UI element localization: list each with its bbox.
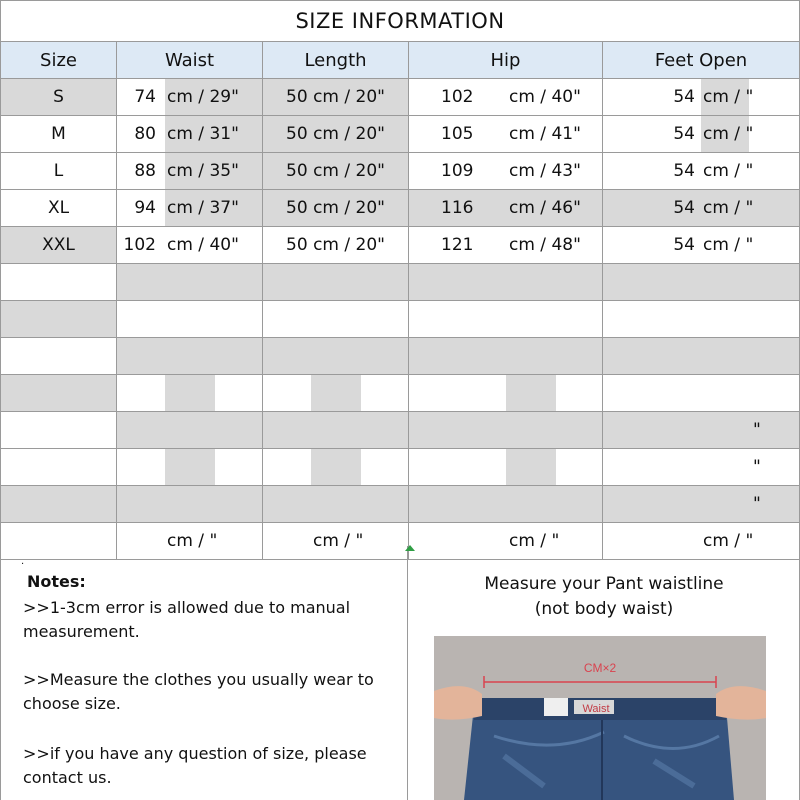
jeans-photo xyxy=(434,636,766,800)
corner-mark xyxy=(405,545,415,551)
header-size-label: Size xyxy=(40,49,77,71)
measure-title: Measure your Pant waistline xyxy=(484,574,724,594)
empty-cell xyxy=(262,412,408,448)
right-hand xyxy=(716,686,766,719)
waist-unit: cm / 35" xyxy=(167,161,239,181)
table-row xyxy=(0,79,800,116)
table-row xyxy=(0,227,800,264)
table-row-empty xyxy=(0,375,800,412)
empty-cell xyxy=(0,375,116,411)
hip-cell xyxy=(408,79,602,115)
hip-value: 105 xyxy=(441,124,474,144)
waist-value: 102 xyxy=(123,235,156,255)
length-cell xyxy=(262,190,408,226)
empty-cell xyxy=(116,375,262,411)
waist-unit: cm / 37" xyxy=(167,198,239,218)
cell-shade xyxy=(311,449,361,485)
notes-title: Notes: xyxy=(27,572,86,591)
feet-value: 54 xyxy=(673,198,695,218)
empty-cell xyxy=(408,375,602,411)
hip-value: 102 xyxy=(441,87,474,107)
feet-unit: cm / " xyxy=(703,161,754,181)
cell-shade xyxy=(165,375,215,411)
feet-mark: " xyxy=(753,457,761,477)
empty-cell xyxy=(408,486,602,522)
waist-unit: cm / 31" xyxy=(167,124,239,144)
feet-cell xyxy=(602,153,800,189)
empty-cell xyxy=(116,412,262,448)
waist-value: 80 xyxy=(134,124,156,144)
feet-cell xyxy=(602,227,800,263)
hip-value: 121 xyxy=(441,235,474,255)
hip-unit: cm / 41" xyxy=(509,124,581,144)
empty-cell xyxy=(602,301,800,337)
header-hip xyxy=(408,42,602,78)
header-hip-label: Hip xyxy=(490,49,521,71)
page-title: SIZE INFORMATION xyxy=(0,0,800,42)
length-cell xyxy=(262,116,408,152)
waist-cell xyxy=(116,116,262,152)
header-size xyxy=(0,42,116,78)
feet-unit: cm / " xyxy=(703,198,754,218)
empty-cell xyxy=(408,338,602,374)
feet-cell xyxy=(602,190,800,226)
table-row-empty xyxy=(0,338,800,375)
table-row-empty xyxy=(0,264,800,301)
size-cell xyxy=(0,79,116,115)
header-waist-label: Waist xyxy=(164,49,215,71)
unit-label: cm / " xyxy=(509,531,560,551)
feet-mark: " xyxy=(753,494,761,514)
hip-unit: cm / 48" xyxy=(509,235,581,255)
header-feet-open xyxy=(602,42,800,78)
size-label: XL xyxy=(47,198,70,218)
empty-cell xyxy=(408,412,602,448)
feet-cell xyxy=(602,116,800,152)
size-cell xyxy=(0,153,116,189)
feet-mark-cell xyxy=(602,412,800,448)
waist-value: 88 xyxy=(134,161,156,181)
header-waist xyxy=(116,42,262,78)
hip-cell xyxy=(408,227,602,263)
length-value: 50 cm / 20" xyxy=(286,87,385,107)
waist-cell xyxy=(116,227,262,263)
cell-shade xyxy=(311,375,361,411)
feet-mark-cell xyxy=(602,449,800,485)
waist-cell xyxy=(116,79,262,115)
empty-cell xyxy=(0,449,116,485)
cell-shade xyxy=(506,449,556,485)
feet-unit: cm / " xyxy=(703,87,754,107)
size-cell xyxy=(0,190,116,226)
waist-unit: cm / 40" xyxy=(167,235,239,255)
photo-tag-label: Waist xyxy=(582,703,610,715)
feet-unit: cm / " xyxy=(703,124,754,144)
empty-cell xyxy=(0,486,116,522)
measure-subtitle: (not body waist) xyxy=(534,599,674,619)
table-row-empty xyxy=(0,412,800,449)
hip-unit: cm / 40" xyxy=(509,87,581,107)
length-value: 50 cm / 20" xyxy=(286,161,385,181)
waist-value: 74 xyxy=(134,87,156,107)
length-value: 50 cm / 20" xyxy=(286,124,385,144)
hip-cell xyxy=(408,190,602,226)
note-item: >>Measure the clothes you usually wear to choose size. xyxy=(23,670,374,713)
empty-cell xyxy=(408,449,602,485)
feet-value: 54 xyxy=(673,87,695,107)
size-label: L xyxy=(53,161,64,181)
empty-cell xyxy=(602,375,800,411)
table-row xyxy=(0,153,800,190)
header-length-label: Length xyxy=(304,49,367,71)
feet-unit: cm / " xyxy=(703,235,754,255)
header-length xyxy=(262,42,408,78)
feet-mark: " xyxy=(753,420,761,440)
unit-label: cm / " xyxy=(313,531,364,551)
empty-cell xyxy=(408,264,602,300)
left-hand xyxy=(434,686,482,719)
empty-cell xyxy=(116,338,262,374)
empty-cell xyxy=(262,264,408,300)
size-label: M xyxy=(51,124,66,144)
empty-cell xyxy=(116,449,262,485)
hip-cell xyxy=(408,153,602,189)
cell-shade xyxy=(165,449,215,485)
table-row-empty xyxy=(0,449,800,486)
size-table xyxy=(0,42,800,560)
empty-cell xyxy=(262,301,408,337)
length-cell xyxy=(262,153,408,189)
header-feet-open-label: Feet Open xyxy=(654,49,748,71)
feet-value: 54 xyxy=(673,161,695,181)
empty-cell xyxy=(0,301,116,337)
empty-cell xyxy=(116,301,262,337)
empty-cell xyxy=(262,449,408,485)
feet-value: 54 xyxy=(673,124,695,144)
length-value: 50 cm / 20" xyxy=(286,235,385,255)
empty-cell xyxy=(116,486,262,522)
waist-cell xyxy=(116,190,262,226)
feet-value: 54 xyxy=(673,235,695,255)
empty-cell xyxy=(602,338,800,374)
marker-dot: . xyxy=(21,556,25,567)
feet-cell xyxy=(602,79,800,115)
photo-measure-label: CM×2 xyxy=(583,661,617,675)
empty-cell xyxy=(116,264,262,300)
empty-cell xyxy=(408,301,602,337)
label-tag xyxy=(544,698,568,716)
length-value: 50 cm / 20" xyxy=(286,198,385,218)
empty-cell xyxy=(602,264,800,300)
unit-label: cm / " xyxy=(703,531,754,551)
hip-unit: cm / 46" xyxy=(509,198,581,218)
waist-value: 94 xyxy=(134,198,156,218)
size-label: S xyxy=(53,87,64,107)
note-item: >>1-3cm error is allowed due to manual measurement. xyxy=(23,598,351,641)
empty-cell xyxy=(0,264,116,300)
length-cell xyxy=(262,79,408,115)
hip-cell xyxy=(408,116,602,152)
hip-value: 109 xyxy=(441,161,474,181)
notes-panel xyxy=(0,546,408,800)
empty-cell xyxy=(0,412,116,448)
measure-panel xyxy=(408,546,800,800)
hip-unit: cm / 43" xyxy=(509,161,581,181)
length-cell xyxy=(262,227,408,263)
cell-shade xyxy=(506,375,556,411)
hip-value: 116 xyxy=(441,198,474,218)
empty-cell xyxy=(262,486,408,522)
table-row xyxy=(0,190,800,227)
unit-label: cm / " xyxy=(167,531,218,551)
table-row xyxy=(0,116,800,153)
size-cell xyxy=(0,227,116,263)
size-cell xyxy=(0,116,116,152)
empty-cell xyxy=(262,338,408,374)
table-header-row xyxy=(0,42,800,79)
waist-unit: cm / 29" xyxy=(167,87,239,107)
table-row-empty xyxy=(0,301,800,338)
feet-mark-cell xyxy=(602,486,800,522)
waist-cell xyxy=(116,153,262,189)
size-label: XXL xyxy=(42,235,75,255)
empty-cell xyxy=(262,375,408,411)
table-row-empty xyxy=(0,486,800,523)
empty-cell xyxy=(0,338,116,374)
note-item: >>if you have any question of size, please contact us. xyxy=(23,744,367,787)
